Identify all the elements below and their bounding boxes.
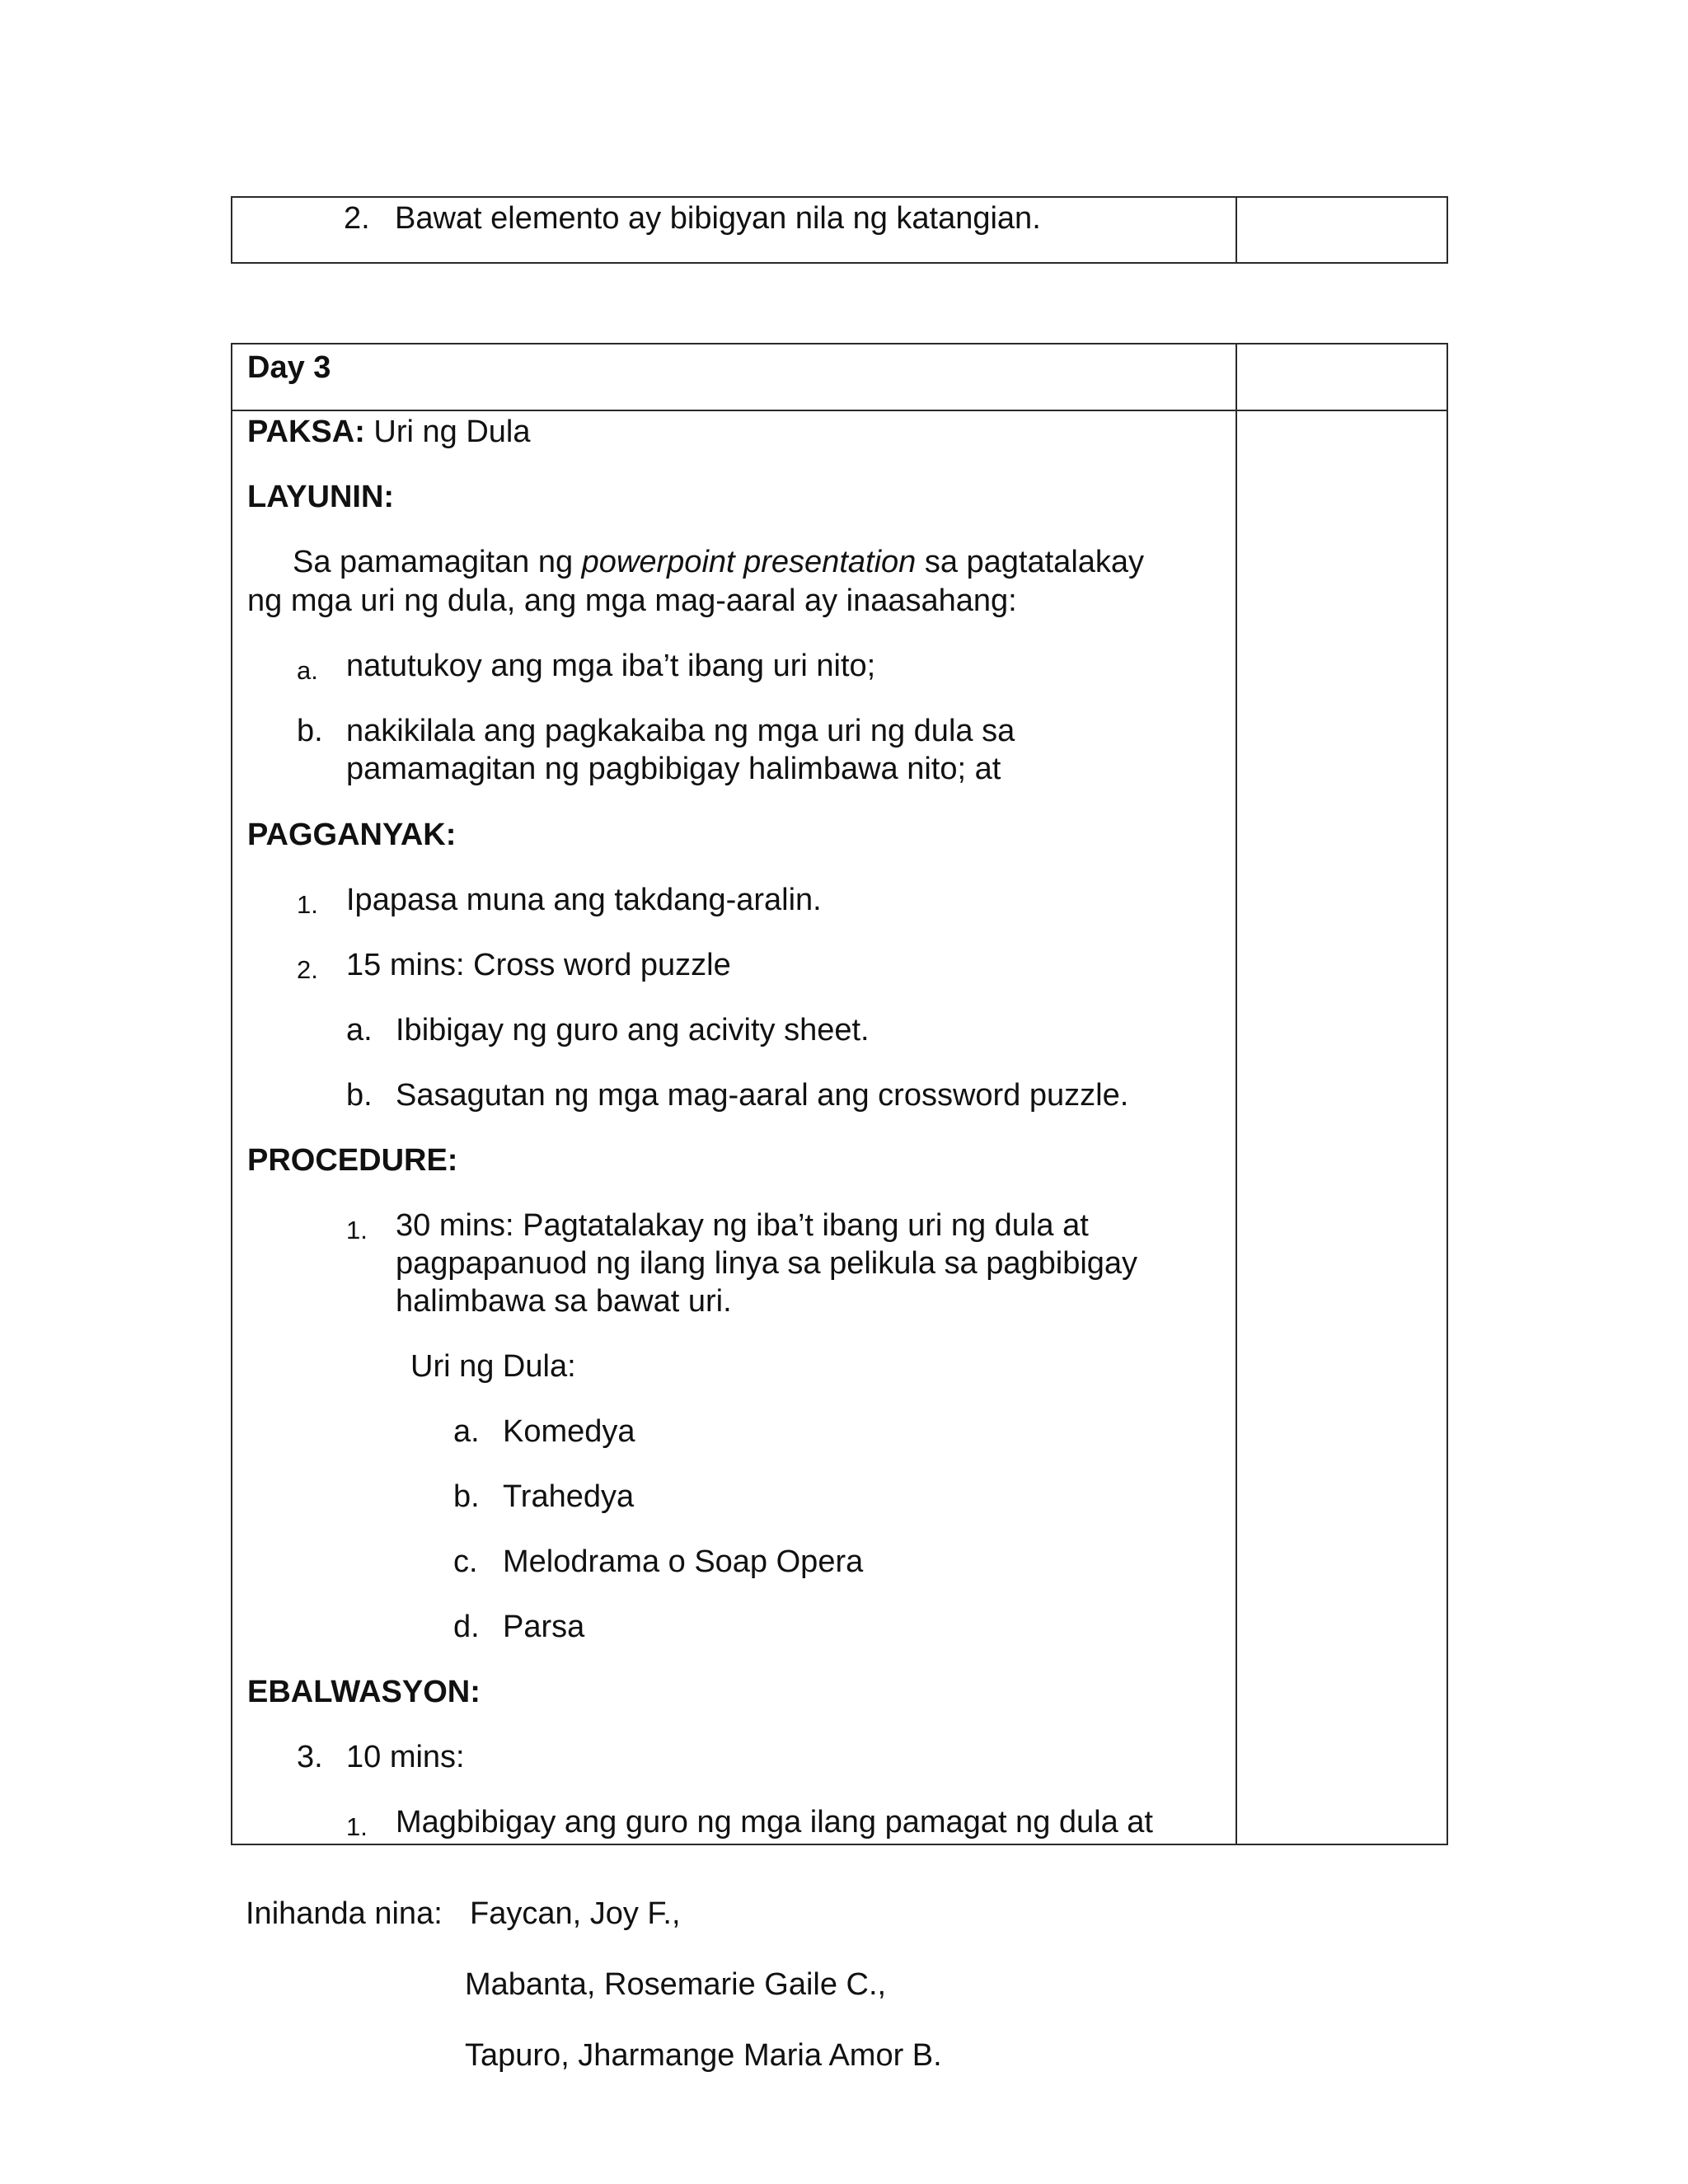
objective-text-line2: pamamagitan ng pagbibigay halimbawa nito; at — [346, 752, 1001, 786]
uri-heading: Uri ng Dula: — [410, 1349, 576, 1384]
layunin-intro-line2: ng mga uri ng dula, ang mga mag-aaral ay inaasahang: — [247, 583, 1017, 618]
pagganyak-item: 15 mins: Cross word puzzle — [346, 948, 731, 982]
uri-item: Komedya — [503, 1414, 635, 1449]
preparer-name: Tapuro, Jharmange Maria Amor B. — [465, 2038, 942, 2073]
pagganyak-sub-marker: b. — [346, 1078, 373, 1113]
uri-item: Parsa — [503, 1610, 585, 1644]
layunin-intro-italic: powerpoint presentation — [581, 545, 917, 579]
objective-marker: a. — [297, 656, 318, 685]
objective-text: natutukoy ang mga iba’t ibang uri nito; — [346, 649, 876, 683]
uri-item: Trahedya — [503, 1479, 635, 1514]
layunin-intro-part1: Sa pamamagitan ng — [293, 545, 582, 579]
column-divider — [1236, 198, 1237, 262]
prepared-by-label: Inihanda nina: — [246, 1896, 443, 1931]
procedure-text: 30 mins: Pagtatalakay ng iba’t ibang uri ng dula at — [396, 1208, 1089, 1243]
ebalwasyon-item: 10 mins: — [346, 1740, 465, 1774]
objective-text: nakikilala ang pagkakaiba ng mga uri ng dula sa — [346, 714, 1015, 748]
ebalwasyon-heading: EBALWASYON: — [247, 1675, 481, 1709]
layunin-intro-part2: sa pagtatalakay — [916, 545, 1145, 579]
uri-marker: b. — [453, 1479, 480, 1514]
pagganyak-subitem: Sasagutan ng mga mag-aaral ang crossword puzzle. — [396, 1078, 1129, 1113]
layunin-intro — [293, 543, 1144, 582]
list-item-text: Bawat elemento ay bibigyan nila ng katangian. — [395, 201, 1041, 236]
pagganyak-marker: 2. — [297, 955, 318, 984]
list-number: 2. — [344, 201, 370, 236]
pagganyak-item: Ipapasa muna ang takdang-aralin. — [346, 883, 822, 917]
ebalwasyon-sub-marker: 1. — [346, 1812, 368, 1841]
procedure-heading: PROCEDURE: — [247, 1143, 458, 1178]
uri-marker: a. — [453, 1414, 480, 1449]
ebalwasyon-marker: 3. — [297, 1740, 323, 1774]
objective-marker: b. — [297, 714, 323, 748]
pagganyak-sub-marker: a. — [346, 1013, 373, 1047]
ebalwasyon-subitem: Magbibigay ang guro ng mga ilang pamagat ng dula at — [396, 1805, 1153, 1840]
preparer-name: Faycan, Joy F., — [470, 1896, 681, 1931]
day3-table — [231, 343, 1448, 1845]
paksa-value: Uri ng Dula — [364, 415, 531, 449]
paksa-line — [247, 413, 531, 452]
day-label: Day 3 — [247, 350, 331, 385]
uri-item: Melodrama o Soap Opera — [503, 1544, 864, 1579]
layunin-heading: LAYUNIN: — [247, 480, 395, 514]
uri-marker: d. — [453, 1610, 480, 1644]
pagganyak-subitem: Ibibigay ng guro ang acivity sheet. — [396, 1013, 870, 1047]
column-divider — [1236, 344, 1237, 1844]
procedure-marker: 1. — [346, 1216, 368, 1244]
top-table — [231, 196, 1448, 264]
pagganyak-heading: PAGGANYAK: — [247, 818, 457, 852]
procedure-text-line3: halimbawa sa bawat uri. — [396, 1284, 732, 1319]
uri-marker: c. — [453, 1544, 478, 1579]
preparer-name: Mabanta, Rosemarie Gaile C., — [465, 1967, 887, 2002]
pagganyak-marker: 1. — [297, 890, 318, 919]
procedure-text-line2: pagpapanuod ng ilang linya sa pelikula sa pagbibigay — [396, 1246, 1138, 1281]
paksa-label: PAKSA: — [247, 415, 365, 449]
header-row-divider — [232, 410, 1447, 411]
